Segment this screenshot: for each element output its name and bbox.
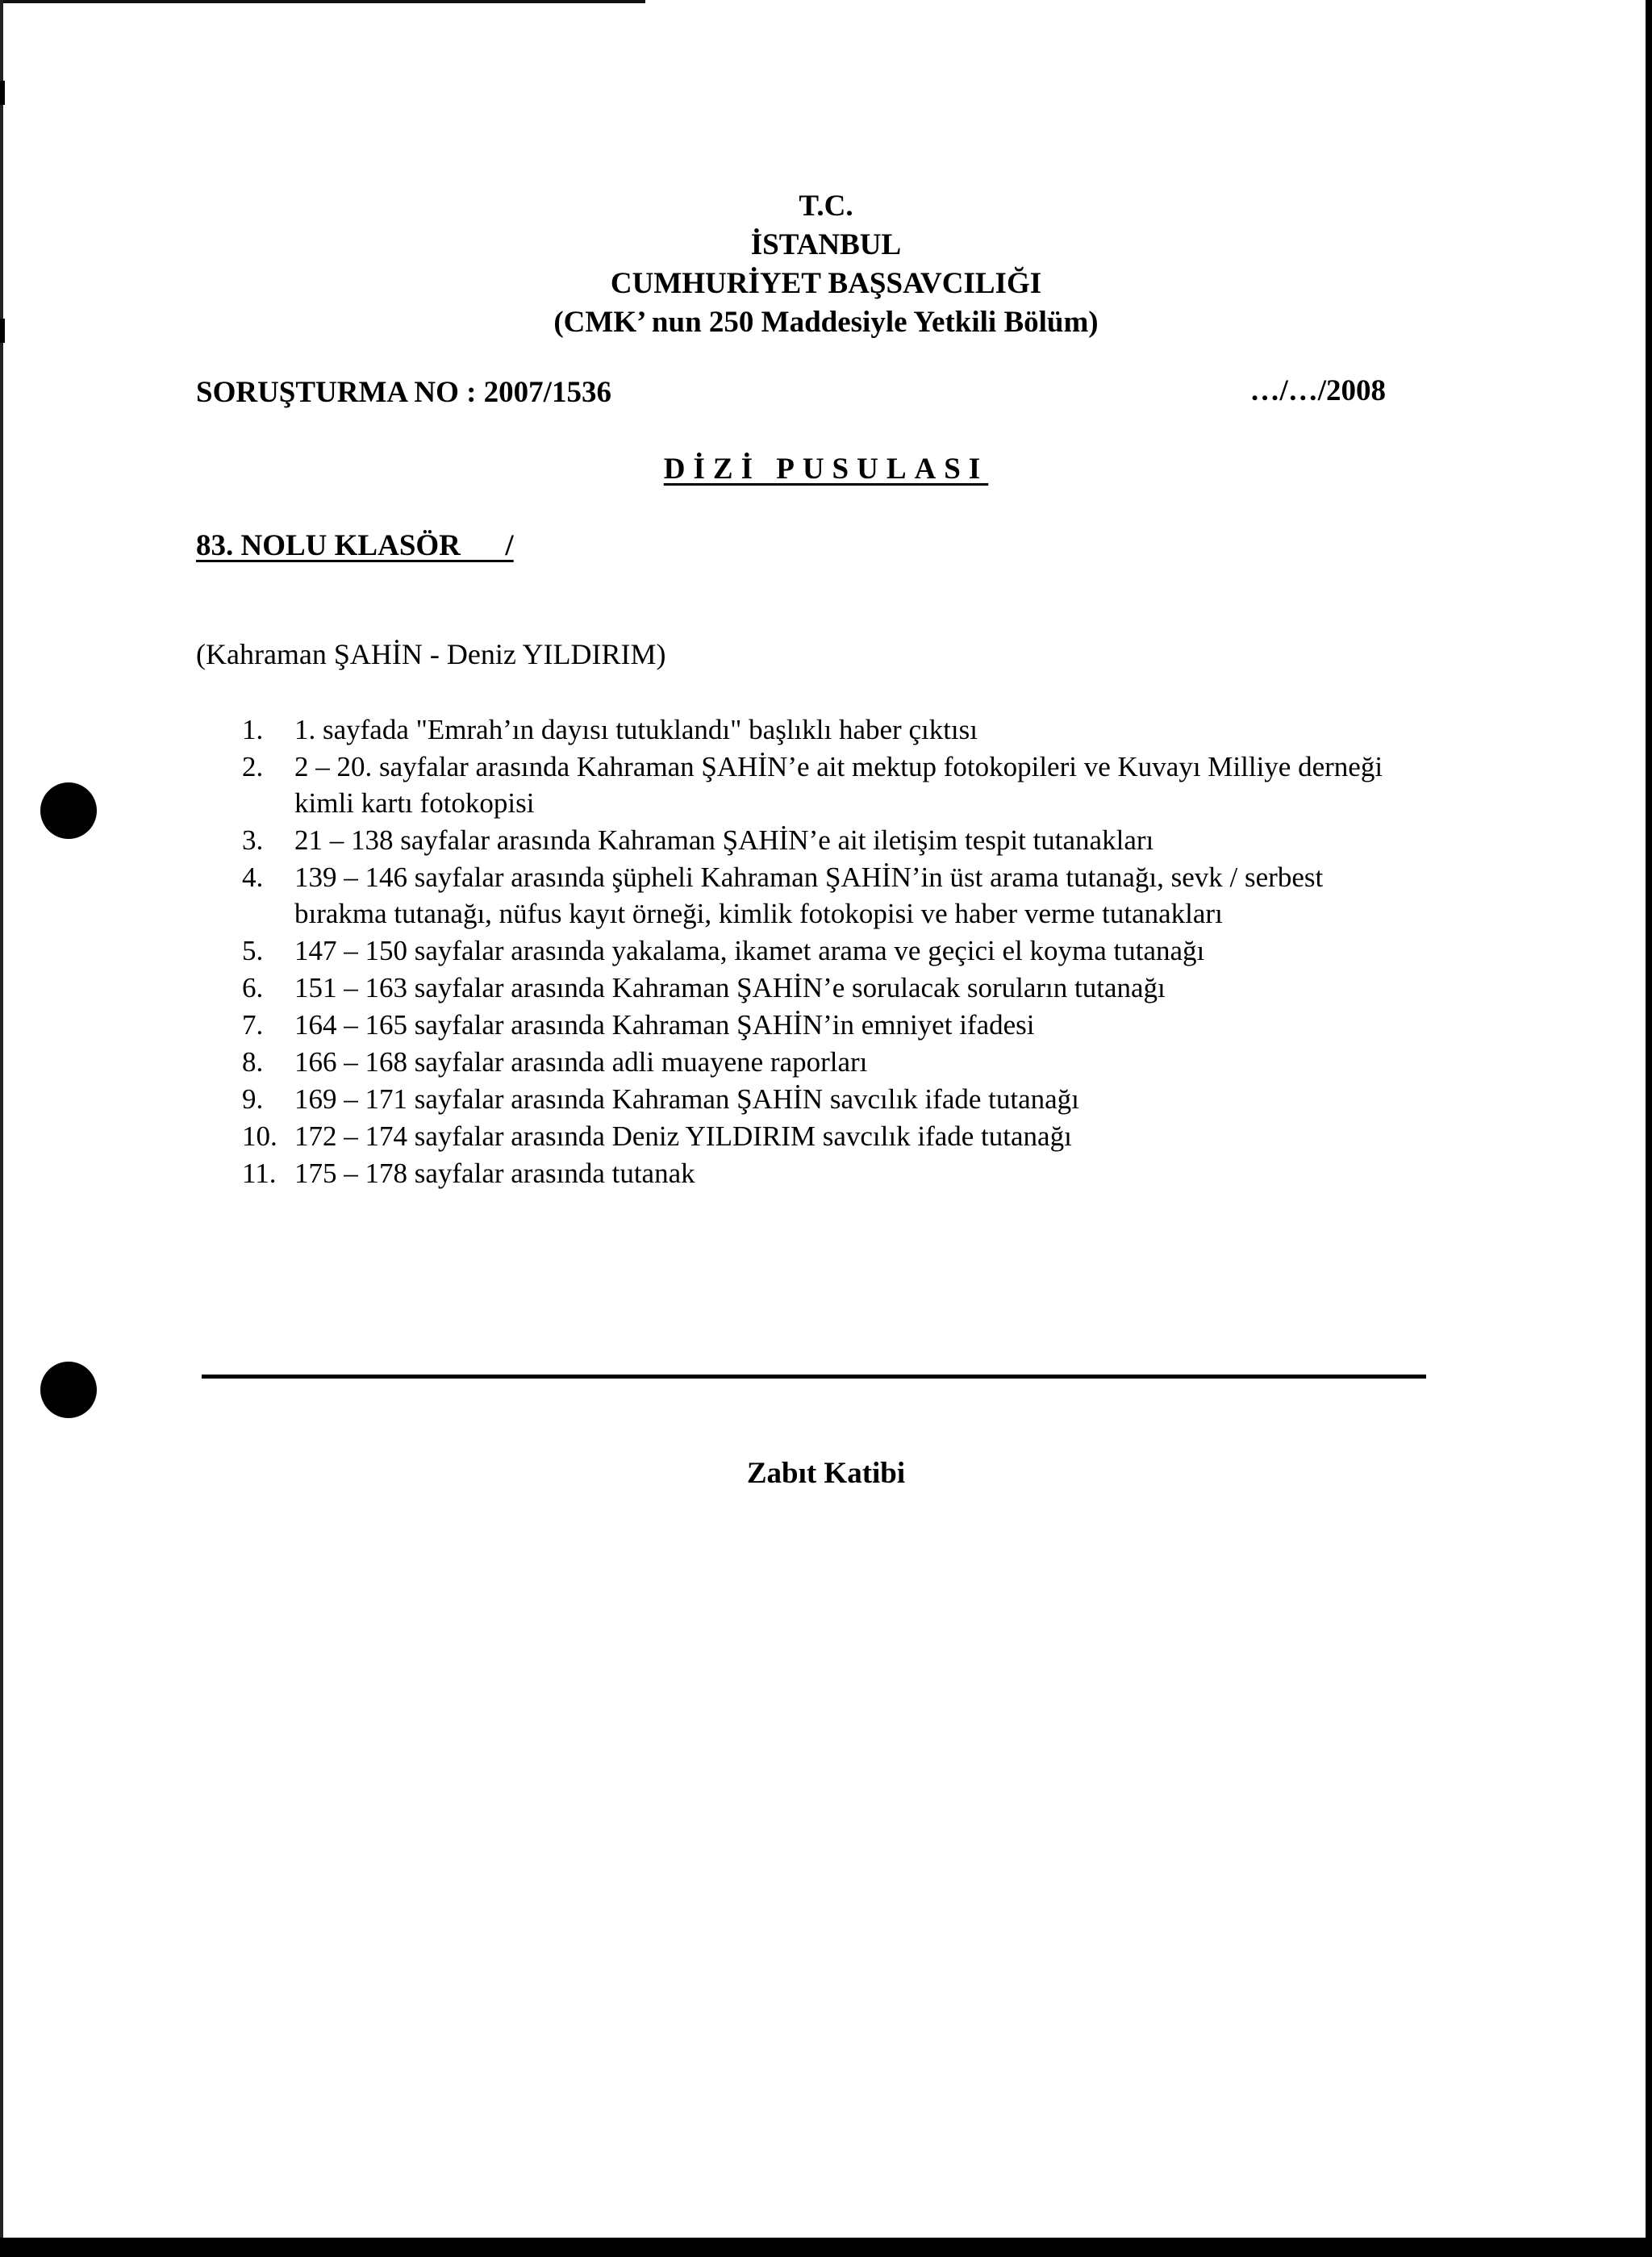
item-text: 166 – 168 sayfalar arasında adli muayene raporları <box>294 1046 868 1078</box>
margin-mark <box>0 81 5 105</box>
list-item <box>242 1044 1387 1080</box>
list-item <box>242 970 1387 1006</box>
item-text: 169 – 171 sayfalar arasında Kahraman ŞAHİN savcılık ifade tutanağı <box>294 1083 1079 1115</box>
list-item <box>242 749 1387 821</box>
clerk-signature-label: Zabıt Katibi <box>746 1457 906 1490</box>
item-number: 9. <box>242 1083 264 1115</box>
scan-edge-top <box>0 0 645 3</box>
document-title <box>0 452 1652 486</box>
item-number: 1. <box>242 714 264 745</box>
list-item <box>242 932 1387 969</box>
punch-hole <box>40 782 97 839</box>
list-item <box>242 859 1387 932</box>
list-item <box>242 822 1387 858</box>
header-line-2: İSTANBUL <box>750 228 902 261</box>
item-number: 4. <box>242 861 264 893</box>
item-text: 2 – 20. sayfalar arasında Kahraman ŞAHİN’e ait mektup fotokopileri ve Kuvayı Milliye derneği kimli kartı fotokopisi <box>294 751 1383 819</box>
header-line-3: CUMHURİYET BAŞSAVCILIĞI <box>610 267 1042 300</box>
item-text: 164 – 165 sayfalar arasında Kahraman ŞAHİN’in emniyet ifadesi <box>294 1009 1035 1041</box>
header-line-4: (CMK’ nun 250 Maddesiyle Yetkili Bölüm) <box>553 306 1099 339</box>
item-text: 151 – 163 sayfalar arasında Kahraman ŞAHİN’e sorulacak soruların tutanağı <box>294 972 1166 1003</box>
item-text: 175 – 178 sayfalar arasında tutanak <box>294 1158 695 1189</box>
list-item <box>242 1118 1387 1154</box>
item-number: 5. <box>242 935 264 966</box>
scan-edge-bottom <box>0 2238 1652 2257</box>
item-number: 11. <box>242 1158 277 1189</box>
list-item <box>242 1081 1387 1117</box>
item-number: 2. <box>242 751 264 782</box>
item-text: 172 – 174 sayfalar arasında Deniz YILDIRIM savcılık ifade tutanağı <box>294 1120 1072 1152</box>
parties-line: (Kahraman ŞAHİN - Deniz YILDIRIM) <box>196 638 666 670</box>
document-header <box>0 187 1652 342</box>
investigation-number: SORUŞTURMA NO : 2007/1536 <box>196 376 611 409</box>
header-line-1: T.C. <box>799 190 853 223</box>
item-text: 147 – 150 sayfalar arasında yakalama, ikamet arama ve geçici el koyma tutanağı <box>294 935 1205 966</box>
document-title-text: DİZİ PUSULASI <box>663 453 989 486</box>
list-item <box>242 1155 1387 1191</box>
binder-number: 83. NOLU KLASÖR / <box>196 529 514 562</box>
item-number: 3. <box>242 824 264 856</box>
item-number: 8. <box>242 1046 264 1078</box>
item-text: 139 – 146 sayfalar arasında şüpheli Kahraman ŞAHİN’in üst arama tutanağı, sevk / serbest bırakma tutanağı, nüfus kayıt örneği, kimlik fotokopisi ve haber verme tutanakları <box>294 861 1324 929</box>
item-text: 21 – 138 sayfalar arasında Kahraman ŞAHİN’e ait iletişim tespit tutanakları <box>294 824 1154 856</box>
item-text: 1. sayfada "Emrah’ın dayısı tutuklandı" başlıklı haber çıktısı <box>294 714 978 745</box>
punch-hole <box>40 1362 97 1418</box>
list-item <box>242 1007 1387 1043</box>
item-number: 6. <box>242 972 264 1003</box>
document-date: …/…/2008 <box>1249 374 1386 407</box>
item-number: 7. <box>242 1009 264 1041</box>
item-number: 10. <box>242 1120 277 1152</box>
signature-rule <box>202 1375 1426 1379</box>
index-list <box>242 711 1387 1192</box>
list-item <box>242 711 1387 748</box>
